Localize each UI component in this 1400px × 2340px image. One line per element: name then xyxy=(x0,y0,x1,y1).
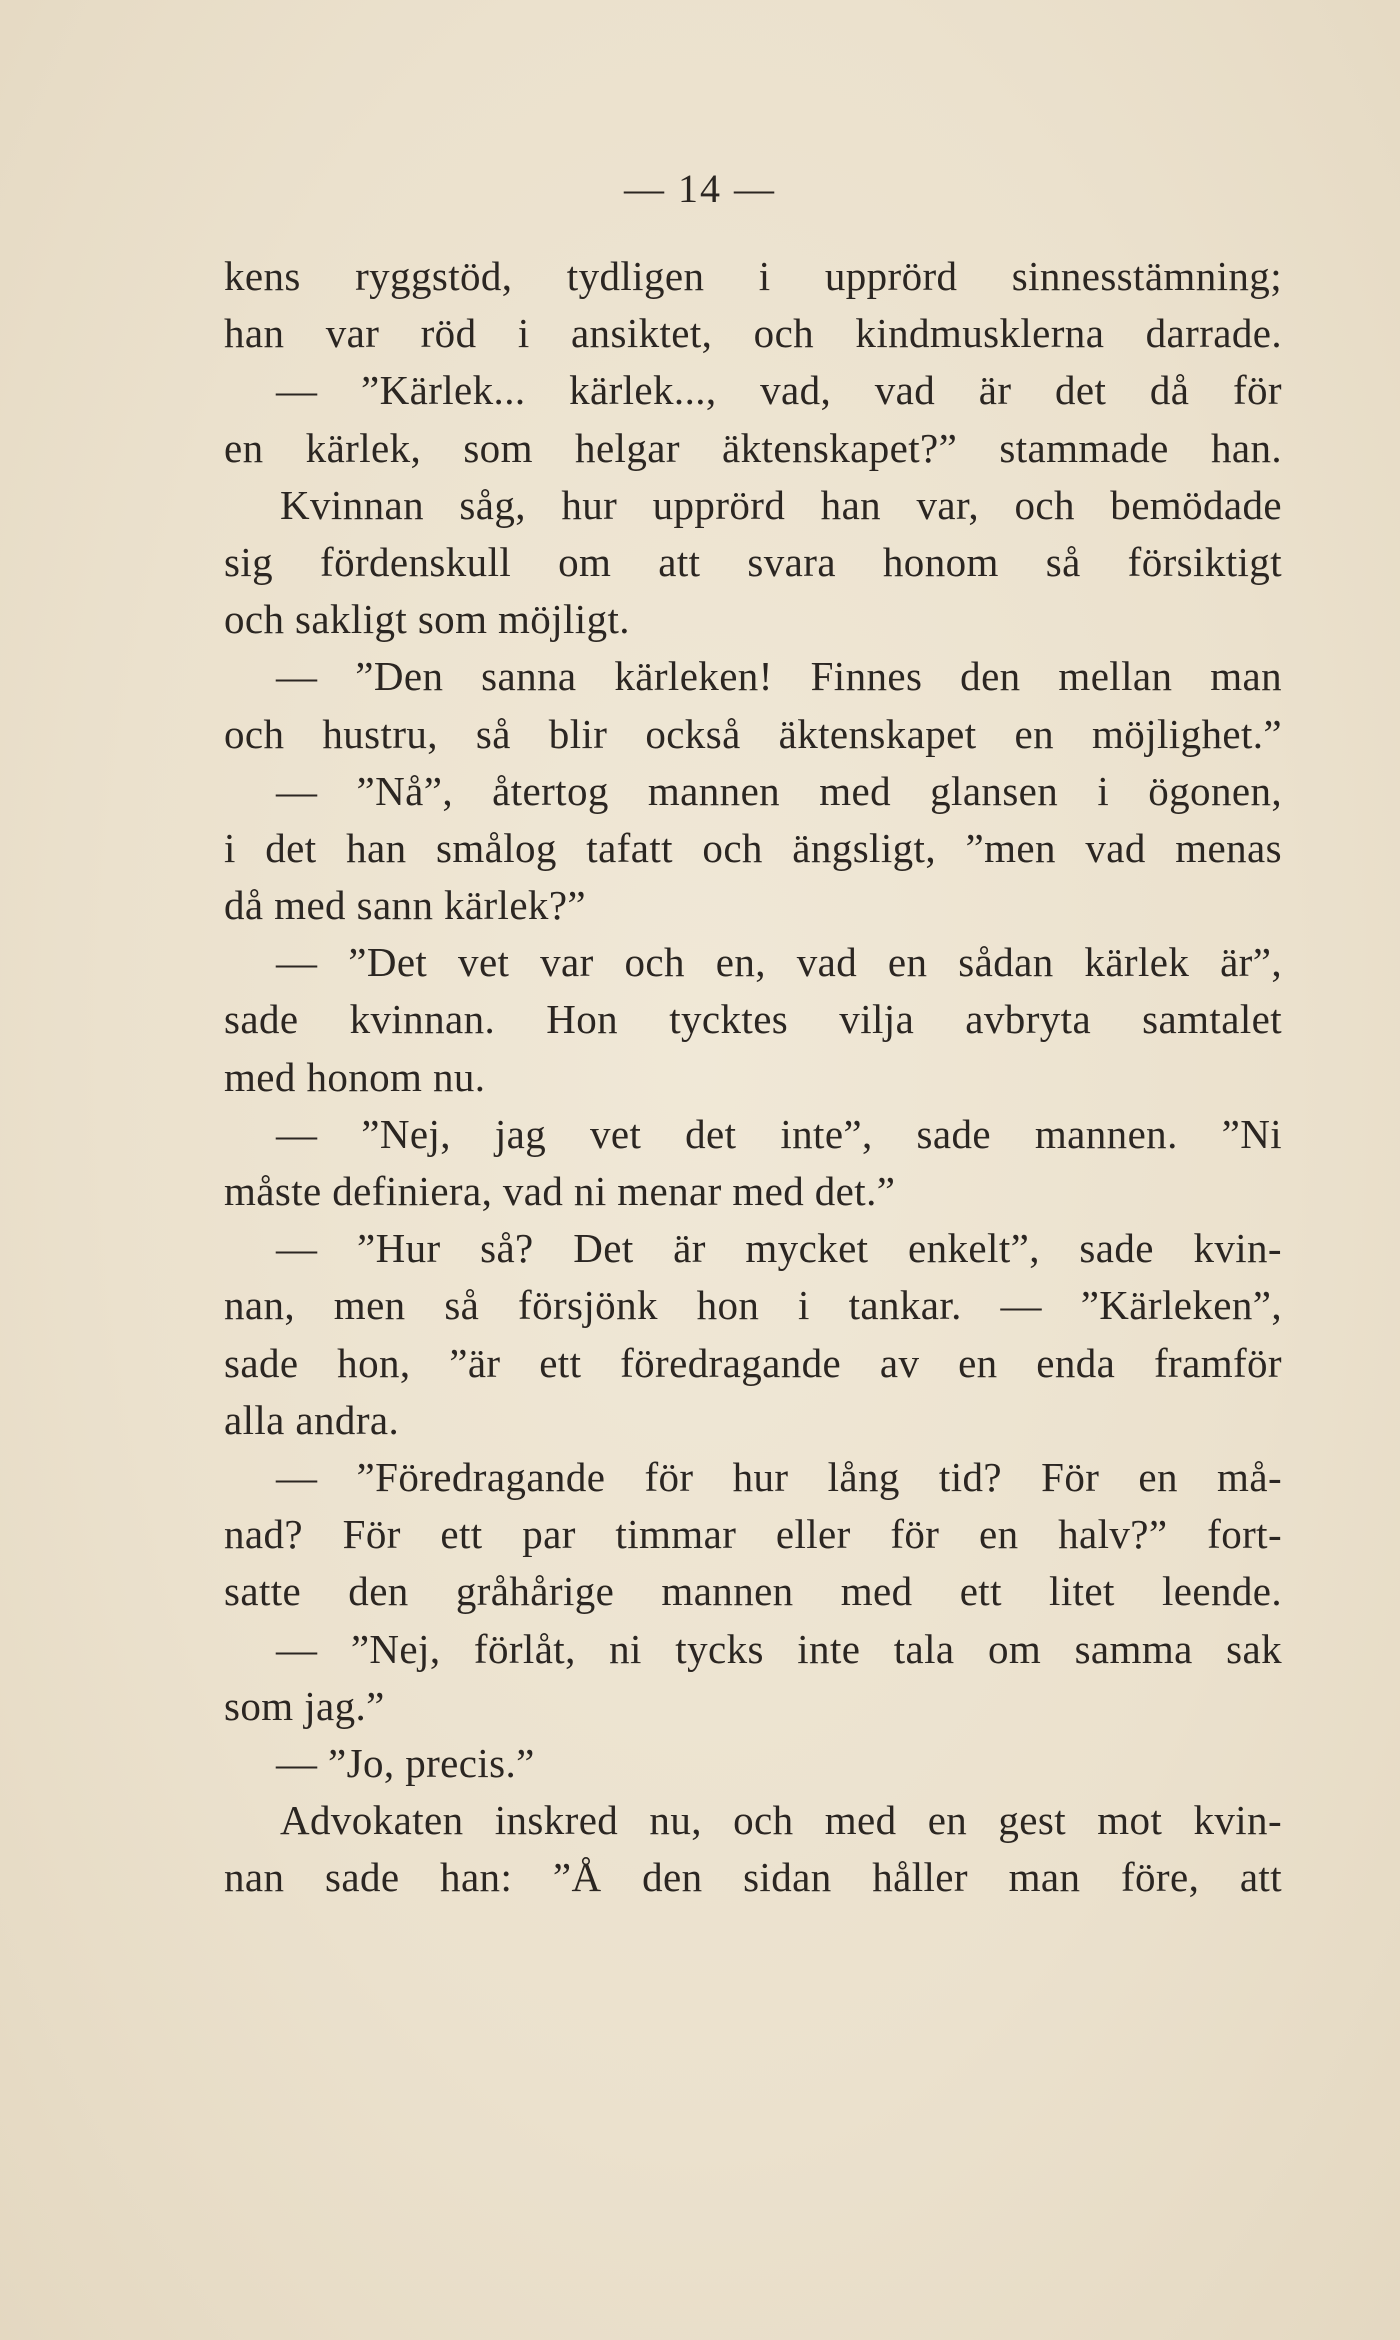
text-line: — ”Hur så? Det är mycket enkelt”, sade kvin- xyxy=(276,1225,1282,1272)
text-line: som jag.” xyxy=(224,1682,385,1729)
text-line: nan sade han: ”Å den sidan håller man före, att xyxy=(224,1854,1282,1901)
text-line: — ”Den sanna kärleken! Finnes den mellan man xyxy=(276,653,1282,700)
text-line: — ”Kärlek... kärlek..., vad, vad är det då för xyxy=(276,367,1282,414)
text-line: sade kvinnan. Hon tycktes vilja avbryta samtalet xyxy=(224,996,1282,1043)
page-number: — 14 — xyxy=(624,166,776,211)
text-line: sig fördenskull om att svara honom så försiktigt xyxy=(224,538,1282,585)
text-line: kens ryggstöd, tydligen i upprörd sinnesstämning; xyxy=(224,253,1282,299)
text-line: måste definiera, vad ni menar med det.” xyxy=(224,1168,896,1214)
body-text xyxy=(224,248,1282,1906)
text-line: då med sann kärlek?” xyxy=(224,882,587,929)
text-line: — ”Föredragande för hur lång tid? För en må- xyxy=(276,1453,1282,1500)
text-line: sade hon, ”är ett föredragande av en enda framför xyxy=(224,1339,1282,1386)
text-line: — ”Nå”, återtog mannen med glansen i ögonen, xyxy=(276,767,1282,814)
text-line: i det han smålog tafatt och ängsligt, ”men vad menas xyxy=(224,824,1282,871)
text-line: — ”Jo, precis.” xyxy=(276,1739,535,1786)
text-line: — ”Det vet var och en, vad en sådan kärlek är”, xyxy=(276,939,1282,986)
text-line: alla andra. xyxy=(224,1396,400,1443)
text-line: och sakligt som möjligt. xyxy=(224,596,630,643)
text-line: satte den gråhårige mannen med ett litet leende. xyxy=(224,1568,1282,1615)
text-line: nan, men så försjönk hon i tankar. — ”Kärleken”, xyxy=(224,1282,1282,1329)
text-line: — ”Nej, förlåt, ni tycks inte tala om samma sak xyxy=(276,1625,1282,1672)
text-line: Advokaten inskred nu, och med en gest mot kvin- xyxy=(280,1797,1282,1844)
text-line: Kvinnan såg, hur upprörd han var, och bemödade xyxy=(280,481,1282,528)
text-line: och hustru, så blir också äktenskapet en möjlighet.” xyxy=(224,710,1282,757)
text-line: han var röd i ansiktet, och kindmusklerna darrade. xyxy=(224,310,1282,357)
text-line: — ”Nej, jag vet det inte”, sade mannen. ”Ni xyxy=(276,1110,1282,1157)
text-line: med honom nu. xyxy=(224,1053,486,1100)
text-line: nad? För ett par timmar eller för en halv?” fort- xyxy=(224,1511,1282,1558)
text-line: en kärlek, som helgar äktenskapet?” stammade han. xyxy=(224,424,1282,471)
